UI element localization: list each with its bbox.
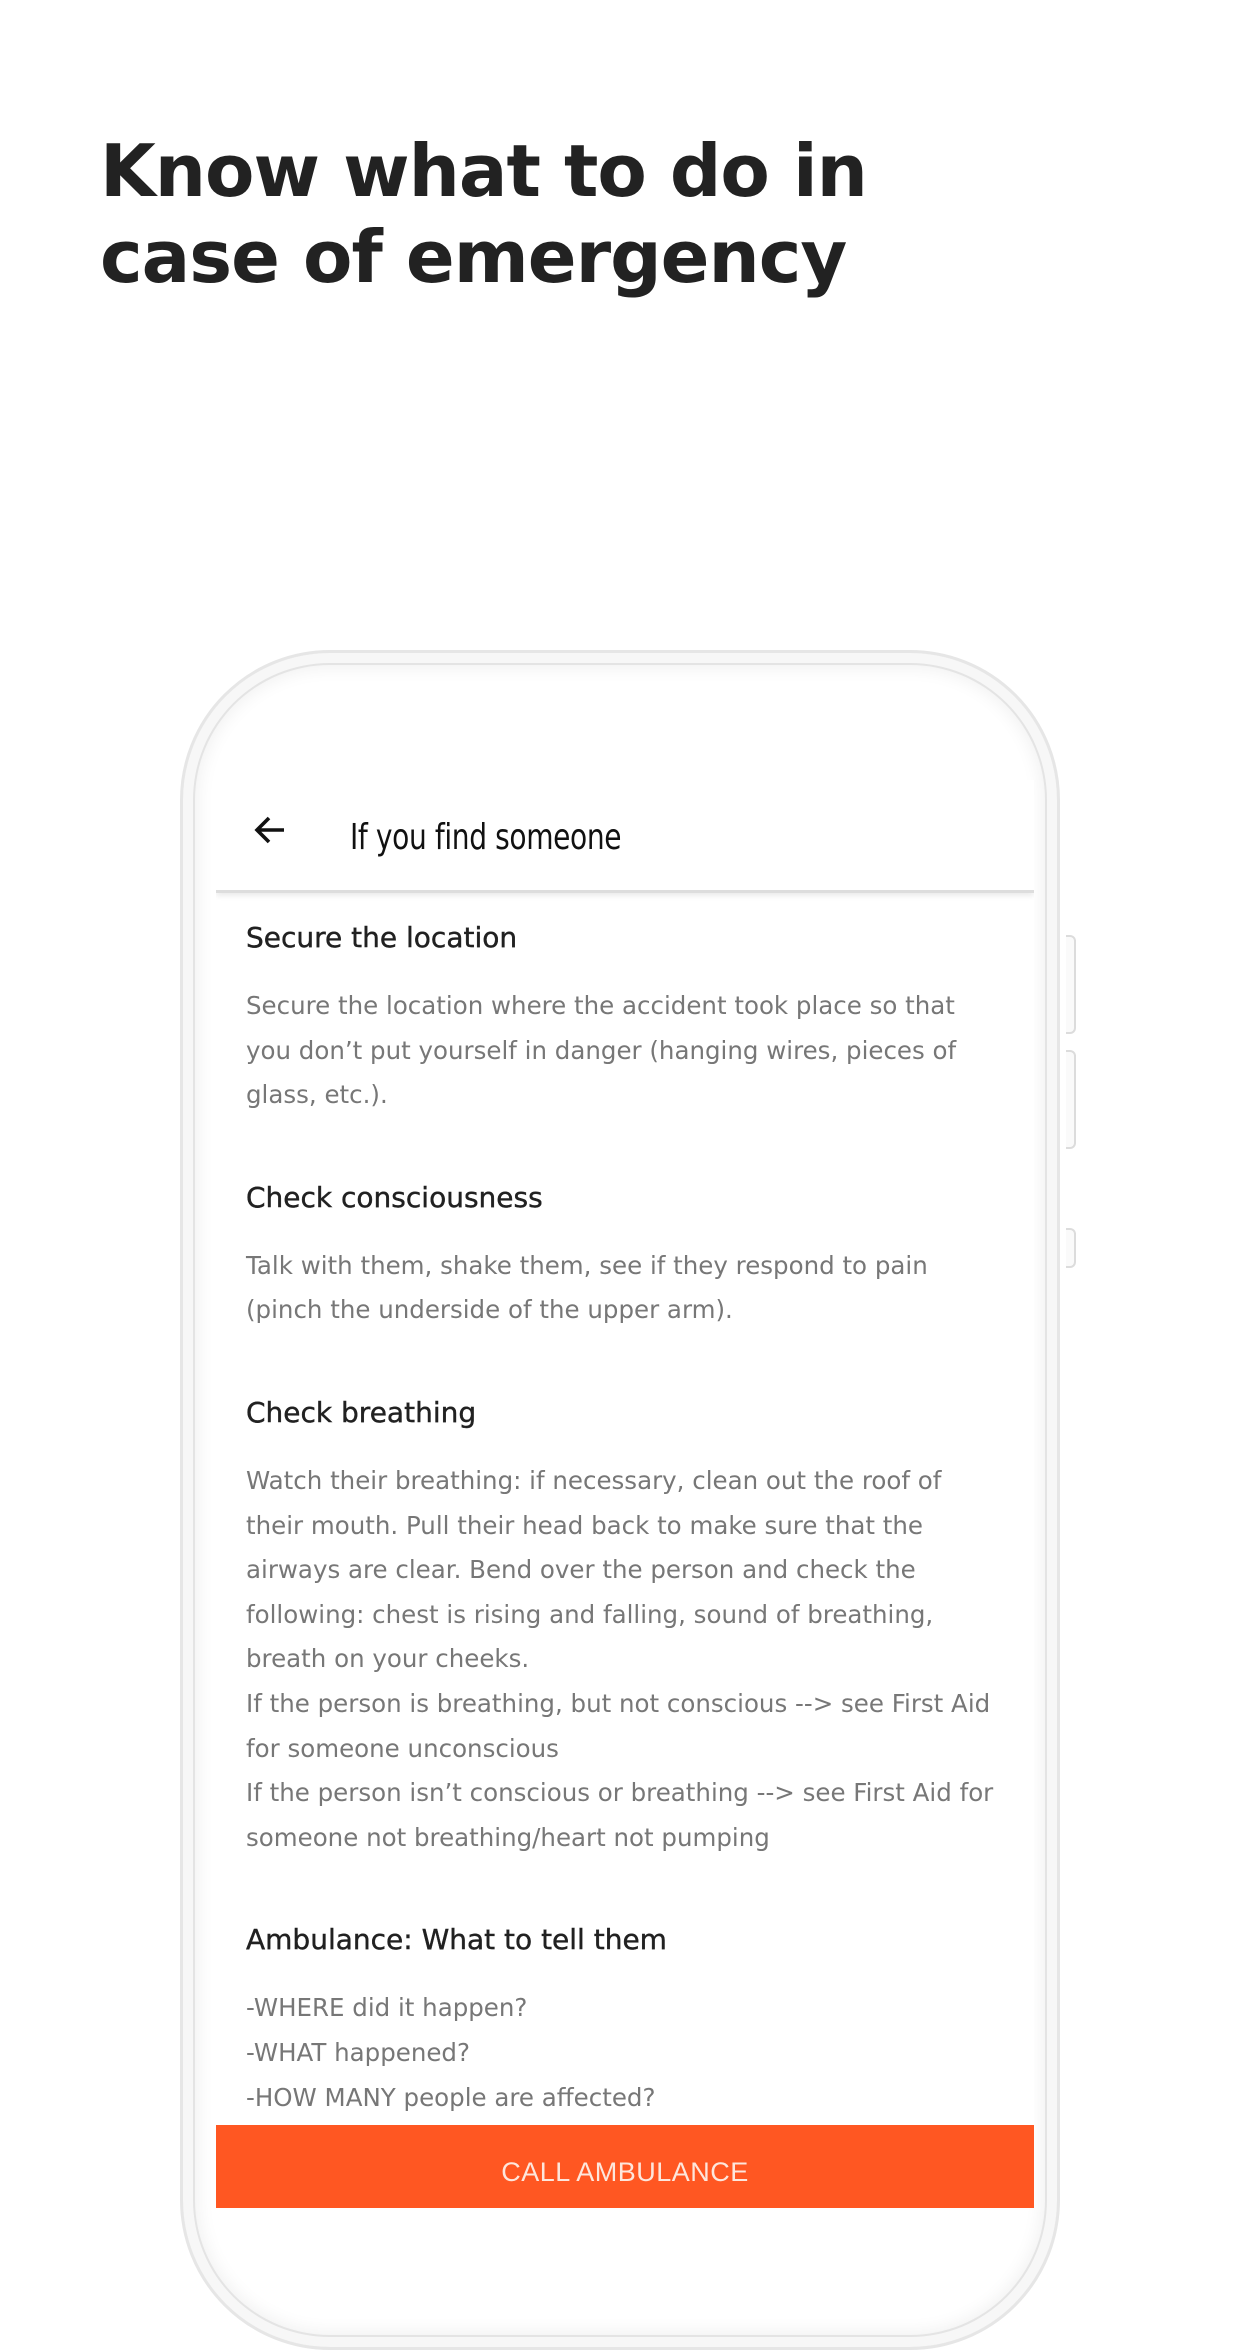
section-ambulance-info [246, 1912, 1016, 2120]
section-body: Watch their breathing: if necessary, clean out the roof of their mouth. Pull their head back to make sure that the airways are clear. Bend over the person and check the following: chest is rising and falling, sound of breathing, breath on your cheeks. If the person is breathing, but not conscious --> see First Aid for someone unconscious If the person isn’t conscious or breathing --> see First Aid for someone not breathing/heart not pumping [246, 1465, 994, 1852]
phone-side-button [1066, 1050, 1076, 1149]
section-title: Ambulance: What to tell them [246, 1923, 667, 1957]
headline-line-2: case of emergency [100, 215, 847, 299]
section-body: Talk with them, shake them, see if they respond to pain (pinch the underside of the upper arm). [246, 1250, 928, 1325]
page-title: If you find someone [350, 817, 622, 858]
section-check-breathing [246, 1385, 1016, 1860]
headline-line-1: Know what to do in [100, 129, 867, 213]
section-body: Secure the location where the accident took place so that you don’t put yourself in danger (hanging wires, pieces of glass, etc.). [246, 991, 957, 1110]
section-secure-location [246, 910, 1016, 1118]
headline [100, 128, 1000, 300]
phone-side-button [1066, 1228, 1076, 1268]
call-ambulance-label: CALL AMBULANCE [501, 2157, 749, 2187]
app-bar [216, 780, 1034, 893]
section-title: Check consciousness [246, 1180, 543, 1214]
section-body: -WHERE did it happen? -WHAT happened? -HOW MANY people are affected? [246, 1993, 656, 2112]
section-check-consciousness [246, 1170, 1016, 1333]
phone-side-button [1066, 935, 1076, 1034]
phone-screen [216, 780, 1034, 2208]
section-title: Secure the location [246, 921, 518, 954]
section-title: Check breathing [246, 1395, 477, 1429]
call-ambulance-button[interactable] [216, 2125, 1034, 2208]
instructions-content [246, 910, 1016, 2120]
arrow-left-icon[interactable] [246, 805, 296, 855]
